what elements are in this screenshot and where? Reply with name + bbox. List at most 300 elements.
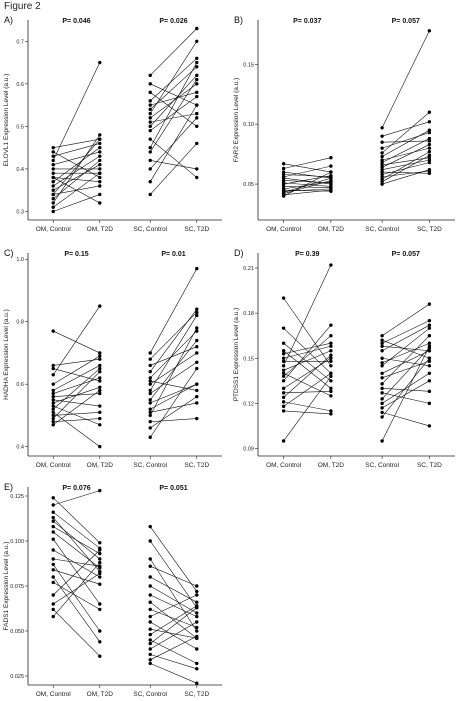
data-point: [195, 74, 198, 77]
data-point: [380, 155, 383, 158]
y-axis-label: FADS1 Expression Level (a.u.): [3, 541, 10, 631]
data-point: [428, 154, 431, 157]
data-point: [380, 339, 383, 342]
data-point: [195, 626, 198, 629]
paired-line: [53, 539, 100, 604]
data-point: [282, 375, 285, 378]
data-point: [195, 593, 198, 596]
data-point: [52, 184, 55, 187]
data-point: [98, 351, 101, 354]
paired-line: [382, 170, 429, 184]
data-point: [428, 150, 431, 153]
data-point: [195, 615, 198, 618]
y-tick-label: 0.025: [10, 674, 24, 680]
data-point: [282, 342, 285, 345]
data-point: [195, 61, 198, 64]
data-point: [52, 417, 55, 420]
paired-line: [150, 114, 197, 123]
data-point: [380, 402, 383, 405]
x-tick-label: OM, Control: [35, 691, 71, 698]
data-point: [52, 364, 55, 367]
y-tick-label: 0.7: [16, 39, 24, 46]
paired-line: [382, 373, 429, 403]
data-point: [329, 263, 332, 266]
y-axis-label: ELOVL1 Expression Level (a.u.): [3, 73, 10, 167]
data-point: [282, 326, 285, 329]
data-point: [52, 511, 55, 514]
data-point: [329, 156, 332, 159]
paired-line: [53, 63, 100, 161]
data-point: [52, 193, 55, 196]
data-point: [98, 575, 101, 578]
data-point: [149, 150, 152, 153]
data-point: [98, 357, 101, 360]
data-point: [195, 82, 198, 85]
paired-line: [53, 564, 100, 631]
data-point: [380, 439, 383, 442]
data-point: [195, 65, 198, 68]
data-point: [149, 420, 152, 423]
paired-line: [382, 348, 429, 399]
data-point: [282, 409, 285, 412]
data-point: [195, 417, 198, 420]
data-point: [149, 401, 152, 404]
data-point: [98, 565, 101, 568]
data-point: [149, 584, 152, 587]
data-point: [195, 112, 198, 115]
paired-line: [150, 105, 197, 182]
data-point: [52, 189, 55, 192]
data-point: [149, 539, 152, 542]
data-point: [149, 382, 152, 385]
x-tick-label: SC, Control: [133, 462, 168, 469]
data-point: [149, 91, 152, 94]
paired-line: [150, 75, 197, 126]
data-point: [98, 423, 101, 426]
data-point: [195, 351, 198, 354]
data-point: [98, 304, 101, 307]
data-point: [428, 323, 431, 326]
data-point: [52, 206, 55, 209]
data-point: [149, 180, 152, 183]
data-point: [282, 352, 285, 355]
y-tick-label: 0.21: [243, 266, 254, 273]
x-tick-label: OM, T2D: [317, 226, 345, 233]
data-point: [149, 389, 152, 392]
data-point: [195, 103, 198, 106]
y-tick-label: 0.15: [243, 356, 254, 363]
paired-line: [150, 566, 197, 586]
y-axis-label: FAR2 Expression Level (a.u.): [233, 77, 240, 163]
data-point: [52, 176, 55, 179]
paired-line: [150, 640, 197, 663]
data-point: [52, 150, 55, 153]
data-point: [149, 426, 152, 429]
paired-line: [284, 376, 331, 441]
data-point: [149, 103, 152, 106]
data-point: [329, 187, 332, 190]
data-point: [428, 319, 431, 322]
data-point: [52, 210, 55, 213]
data-point: [282, 391, 285, 394]
data-point: [195, 167, 198, 170]
data-point: [329, 345, 332, 348]
data-point: [98, 150, 101, 153]
data-point: [282, 439, 285, 442]
paired-line: [150, 331, 197, 378]
data-point: [52, 407, 55, 410]
data-point: [195, 27, 198, 30]
paired-line: [382, 358, 429, 417]
y-tick-label: 0.5: [16, 124, 24, 131]
data-point: [329, 394, 332, 397]
data-point: [380, 151, 383, 154]
data-point: [428, 379, 431, 382]
data-point: [52, 146, 55, 149]
paired-line: [53, 527, 100, 554]
data-point: [98, 61, 101, 64]
data-point: [149, 575, 152, 578]
data-point: [98, 201, 101, 204]
paired-line: [382, 361, 429, 378]
data-point: [380, 146, 383, 149]
paired-line: [53, 306, 100, 375]
data-point: [282, 357, 285, 360]
y-tick-label: 0.125: [10, 494, 24, 500]
data-point: [195, 606, 198, 609]
data-point: [428, 357, 431, 360]
paired-line: [150, 609, 197, 627]
data-point: [52, 503, 55, 506]
data-point: [329, 412, 332, 415]
data-point: [428, 326, 431, 329]
data-point: [52, 593, 55, 596]
data-point: [98, 180, 101, 183]
data-point: [282, 364, 285, 367]
data-point: [329, 372, 332, 375]
data-point: [52, 575, 55, 578]
data-point: [52, 496, 55, 499]
data-point: [52, 401, 55, 404]
paired-line: [150, 384, 197, 409]
data-point: [98, 557, 101, 560]
data-point: [195, 647, 198, 650]
panel-letter: B): [234, 15, 243, 25]
paired-line: [150, 80, 197, 152]
p-value-label: P= 0.057: [391, 251, 420, 258]
paired-line: [382, 31, 429, 128]
data-point: [380, 126, 383, 129]
data-point: [428, 137, 431, 140]
paired-line: [53, 390, 100, 424]
data-point: [98, 137, 101, 140]
data-point: [149, 370, 152, 373]
y-axis-label: HADHA Expression Level (a.u.): [3, 309, 10, 400]
data-point: [380, 397, 383, 400]
data-point: [98, 376, 101, 379]
data-point: [195, 629, 198, 632]
data-point: [195, 91, 198, 94]
data-point: [380, 334, 383, 337]
data-point: [98, 133, 101, 136]
data-point: [195, 667, 198, 670]
data-point: [428, 345, 431, 348]
data-point: [52, 557, 55, 560]
paired-line: [53, 412, 100, 446]
data-point: [282, 349, 285, 352]
paired-line: [382, 112, 429, 153]
data-point: [98, 602, 101, 605]
data-point: [149, 112, 152, 115]
data-point: [428, 349, 431, 352]
data-point: [149, 137, 152, 140]
paired-line: [150, 63, 197, 148]
paired-line: [382, 412, 429, 426]
data-point: [98, 552, 101, 555]
paired-line: [53, 331, 100, 353]
x-tick-label: SC, Control: [133, 226, 168, 233]
paired-line: [53, 139, 100, 194]
p-value-label: P= 0.026: [159, 18, 188, 25]
data-point: [52, 163, 55, 166]
paired-line: [53, 148, 100, 182]
data-point: [195, 78, 198, 81]
paired-line: [53, 563, 100, 617]
data-point: [195, 584, 198, 587]
panel-letter: C): [4, 248, 14, 258]
data-point: [195, 308, 198, 311]
paired-line: [284, 402, 331, 411]
x-tick-label: OM, Control: [266, 226, 302, 233]
paired-line: [150, 312, 197, 359]
data-point: [149, 633, 152, 636]
data-point: [380, 415, 383, 418]
data-point: [98, 655, 101, 658]
data-point: [52, 581, 55, 584]
p-value-label: P= 0.037: [293, 18, 322, 25]
paired-line: [53, 573, 100, 604]
data-point: [52, 608, 55, 611]
data-point: [195, 601, 198, 604]
x-tick-label: SC, T2D: [416, 462, 442, 469]
paired-line: [284, 351, 331, 371]
data-point: [195, 682, 198, 685]
data-point: [380, 345, 383, 348]
y-tick-label: 0.09: [243, 446, 254, 453]
x-tick-label: SC, T2D: [416, 226, 442, 233]
paired-line: [53, 412, 100, 415]
data-point: [195, 267, 198, 270]
data-point: [52, 520, 55, 523]
data-point: [52, 171, 55, 174]
p-value-label: P= 0.076: [62, 485, 91, 492]
data-point: [149, 557, 152, 560]
x-tick-label: OM, Control: [266, 462, 302, 469]
p-value-label: P= 0.051: [159, 485, 188, 492]
data-point: [195, 40, 198, 43]
data-point: [98, 142, 101, 145]
data-point: [282, 405, 285, 408]
data-point: [52, 411, 55, 414]
y-tick-label: 0.05: [243, 182, 254, 189]
paired-line: [150, 541, 197, 608]
data-point: [149, 593, 152, 596]
data-point: [52, 420, 55, 423]
paired-line: [150, 139, 197, 177]
data-point: [52, 563, 55, 566]
x-tick-label: OM, T2D: [86, 462, 113, 469]
data-point: [149, 525, 152, 528]
paired-line: [53, 491, 100, 505]
data-point: [149, 351, 152, 354]
data-point: [149, 74, 152, 77]
y-tick-label: 0.4: [16, 444, 24, 451]
data-point: [195, 382, 198, 385]
data-point: [149, 82, 152, 85]
data-point: [149, 392, 152, 395]
data-point: [329, 170, 332, 173]
data-point: [98, 163, 101, 166]
data-point: [98, 541, 101, 544]
data-point: [149, 608, 152, 611]
data-point: [52, 398, 55, 401]
data-point: [282, 190, 285, 193]
data-point: [98, 159, 101, 162]
paired-line: [284, 158, 331, 169]
figure-title: Figure 2: [4, 1, 41, 12]
data-point: [380, 349, 383, 352]
paired-line: [150, 92, 197, 126]
y-tick-label: 0.3: [16, 209, 24, 216]
y-tick-label: 0.100: [10, 539, 24, 545]
data-point: [52, 525, 55, 528]
data-point: [98, 389, 101, 392]
data-point: [195, 95, 198, 98]
data-point: [195, 611, 198, 614]
paired-line: [382, 148, 429, 160]
data-point: [428, 342, 431, 345]
data-point: [52, 548, 55, 551]
paired-line: [382, 133, 429, 149]
paired-line: [150, 143, 197, 194]
data-point: [149, 658, 152, 661]
data-point: [282, 372, 285, 375]
data-point: [195, 57, 198, 60]
data-point: [98, 167, 101, 170]
panel-letter: E): [4, 482, 13, 492]
paired-line: [150, 636, 197, 659]
data-point: [428, 402, 431, 405]
data-point: [149, 638, 152, 641]
paired-line: [150, 340, 197, 399]
data-point: [98, 404, 101, 407]
paired-line: [53, 419, 100, 422]
data-point: [282, 296, 285, 299]
p-value-label: P= 0.39: [295, 251, 320, 258]
data-point: [98, 640, 101, 643]
data-point: [52, 530, 55, 533]
data-point: [52, 516, 55, 519]
x-tick-label: SC, T2D: [184, 462, 210, 469]
data-point: [149, 120, 152, 123]
data-point: [195, 314, 198, 317]
data-point: [98, 392, 101, 395]
y-tick-label: 0.075: [10, 584, 24, 590]
data-point: [329, 164, 332, 167]
data-point: [52, 373, 55, 376]
data-point: [195, 116, 198, 119]
data-point: [195, 361, 198, 364]
data-point: [52, 423, 55, 426]
data-point: [52, 197, 55, 200]
data-point: [149, 620, 152, 623]
data-point: [149, 414, 152, 417]
data-point: [149, 642, 152, 645]
data-point: [149, 129, 152, 132]
paired-line: [382, 321, 429, 344]
paired-line: [53, 365, 100, 390]
data-point: [98, 489, 101, 492]
data-point: [98, 146, 101, 149]
y-axis-label: PTDSS1 Expression Level (a.u.): [233, 307, 240, 402]
data-point: [329, 334, 332, 337]
data-point: [98, 193, 101, 196]
data-point: [195, 326, 198, 329]
data-point: [380, 342, 383, 345]
data-point: [149, 364, 152, 367]
data-point: [149, 407, 152, 410]
data-point: [149, 99, 152, 102]
p-value-label: P= 0.01: [161, 251, 186, 258]
data-point: [282, 194, 285, 197]
data-point: [52, 615, 55, 618]
p-value-label: P= 0.15: [64, 251, 89, 258]
data-point: [195, 176, 198, 179]
panel-1: [3, 15, 222, 233]
data-point: [98, 370, 101, 373]
data-point: [428, 146, 431, 149]
data-point: [149, 193, 152, 196]
data-point: [428, 161, 431, 164]
data-point: [52, 538, 55, 541]
x-tick-label: OM, Control: [35, 226, 71, 233]
data-point: [149, 116, 152, 119]
data-point: [380, 382, 383, 385]
panel-4: [233, 248, 455, 469]
paired-line: [53, 512, 100, 548]
paired-line: [150, 397, 197, 428]
data-point: [428, 29, 431, 32]
x-tick-label: SC, T2D: [184, 226, 210, 233]
data-point: [380, 391, 383, 394]
data-point: [52, 395, 55, 398]
paired-line: [53, 550, 100, 595]
data-point: [149, 662, 152, 665]
paired-line: [150, 328, 197, 415]
data-point: [98, 583, 101, 586]
paired-line: [53, 406, 100, 425]
data-point: [52, 392, 55, 395]
data-point: [282, 167, 285, 170]
x-tick-label: OM, T2D: [317, 462, 345, 469]
data-point: [98, 154, 101, 157]
data-point: [428, 364, 431, 367]
data-point: [329, 342, 332, 345]
data-point: [98, 417, 101, 420]
data-point: [329, 349, 332, 352]
data-point: [282, 162, 285, 165]
data-point: [380, 182, 383, 185]
